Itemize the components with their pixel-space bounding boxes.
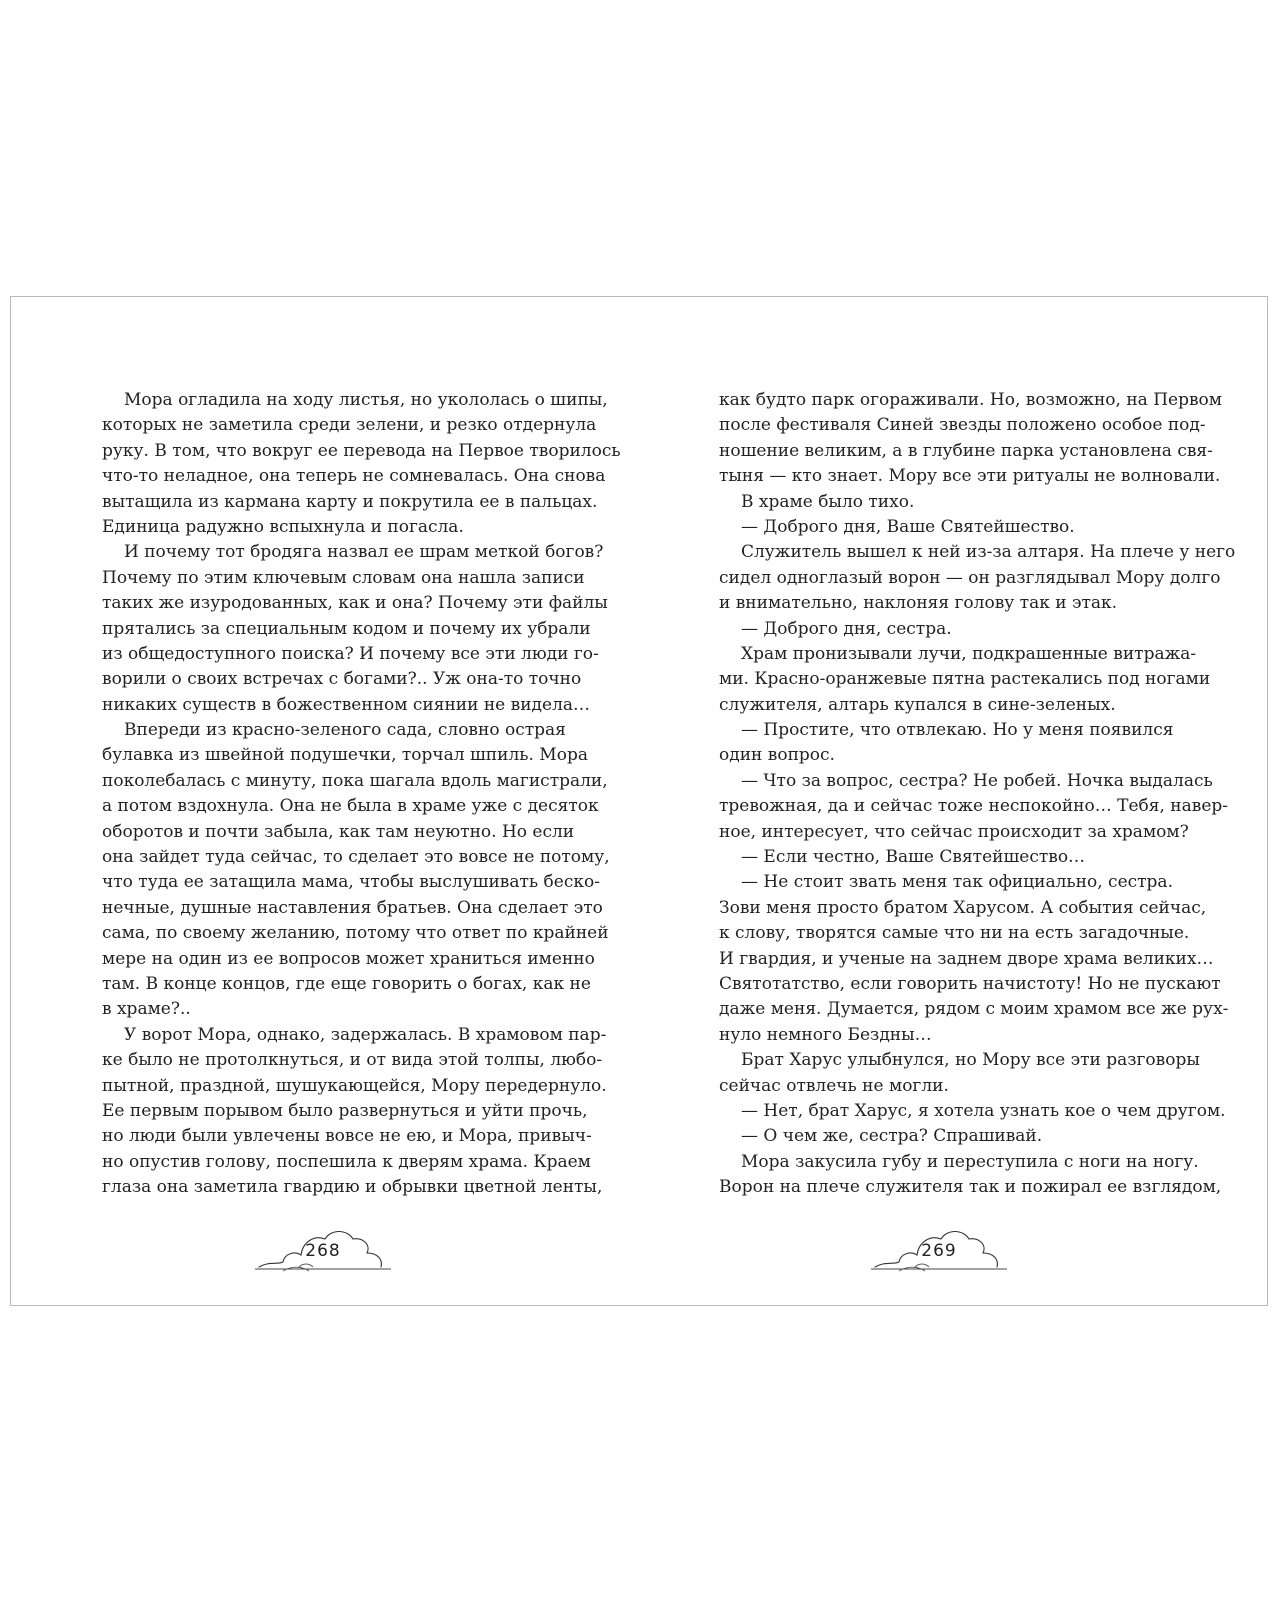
text-line: нечные, душные наставления братьев. Она сделает это xyxy=(102,897,603,918)
page-number: 268 xyxy=(305,1241,341,1261)
text-line: И почему тот бродяга назвал ее шрам меткой богов? xyxy=(124,542,604,563)
text-line: И гвардия, и ученые на заднем дворе храма великих… xyxy=(719,948,1214,969)
right-page xyxy=(719,388,1236,1201)
text-line: Зови меня просто братом Харусом. А события сейчас, xyxy=(719,897,1207,918)
right-page-folio xyxy=(869,1215,1009,1275)
text-line: пытной, праздной, шушукающейся, Мору передернуло. xyxy=(102,1075,607,1096)
text-line: ке было не протолкнуться, и от вида этой толпы, любо- xyxy=(102,1050,603,1071)
text-line: мере на один из ее вопросов может храниться именно xyxy=(102,948,595,969)
text-line: Храм пронизывали лучи, подкрашенные витража- xyxy=(741,643,1197,664)
text-line: Служитель вышел к ней из-за алтаря. На плече у него xyxy=(741,542,1236,563)
text-line: вытащила из кармана карту и покрутила ее в пальцах. xyxy=(102,491,598,512)
text-line: сидел одноглазый ворон — он разглядывал Мору долго xyxy=(719,567,1221,588)
text-line: Почему по этим ключевым словам она нашла записи xyxy=(102,567,585,588)
text-line: руку. В том, что вокруг ее перевода на Первое творилось xyxy=(102,440,621,461)
text-line: В храме было тихо. xyxy=(741,491,915,512)
text-line: ношение великим, а в глубине парка установлена свя- xyxy=(719,440,1213,461)
text-line: нуло немного Бездны… xyxy=(719,1024,932,1045)
left-page-text xyxy=(102,388,621,1201)
text-line: которых не заметила среди зелени, и резко отдернула xyxy=(102,415,597,436)
text-line: что-то неладное, она теперь не сомневалась. Она снова xyxy=(102,466,606,487)
text-line: ми. Красно-оранжевые пятна растекались под ногами xyxy=(719,669,1211,690)
text-line: тыня — кто знает. Мору все эти ритуалы не волновали. xyxy=(719,466,1221,487)
page-number: 269 xyxy=(921,1241,957,1261)
text-line: сейчас отвлечь не могли. xyxy=(719,1075,949,1096)
text-line: она зайдет туда сейчас, то сделает это вовсе не потому, xyxy=(102,847,610,868)
text-line: даже меня. Думается, рядом с моим храмом все же рух- xyxy=(719,999,1229,1020)
text-line: как будто парк огораживали. Но, возможно, на Первом xyxy=(719,390,1223,410)
text-line: один вопрос. xyxy=(719,745,835,766)
text-line: У ворот Мора, однако, задержалась. В храмовом пар- xyxy=(124,1024,607,1045)
right-page-text xyxy=(719,388,1236,1201)
text-line: к слову, творятся самые что ни на есть загадочные. xyxy=(719,923,1190,944)
text-line: сама, по своему желанию, потому что ответ по крайней xyxy=(102,923,609,944)
text-line: Мора закусила губу и переступила с ноги на ногу. xyxy=(741,1151,1199,1172)
text-line: поколебалась с минуту, пока шагала вдоль магистрали, xyxy=(102,770,608,791)
text-line: никаких существ в божественном сиянии не видела… xyxy=(102,694,591,715)
text-line: там. В конце концов, где еще говорить о богах, как не xyxy=(102,973,591,994)
text-line: — О чем же, сестра? Спрашивай. xyxy=(741,1126,1043,1147)
text-line: Мора огладила на ходу листья, но укололась о шипы, xyxy=(124,390,608,410)
text-line: ворили о своих встречах с богами?.. Уж она-то точно xyxy=(102,669,582,690)
text-line: — Простите, что отвлекаю. Но у меня появился xyxy=(741,720,1174,741)
text-line: Святотатство, если говорить начистоту! Но не пускают xyxy=(719,973,1221,994)
text-line: прятались за специальным кодом и почему их убрали xyxy=(102,618,591,639)
text-line: оборотов и почти забыла, как там неуютно. Но если xyxy=(102,821,575,842)
text-line: ное, интересует, что сейчас происходит за храмом? xyxy=(719,821,1189,842)
text-line: — Нет, брат Харус, я хотела узнать кое о чем другом. xyxy=(741,1100,1226,1121)
text-line: — Доброго дня, Ваше Святейшество. xyxy=(741,516,1075,537)
text-line: — Доброго дня, сестра. xyxy=(741,618,952,639)
text-line: Ее первым порывом было развернуться и уйти прочь, xyxy=(102,1100,588,1121)
text-line: что туда ее затащила мама, чтобы выслушивать беско- xyxy=(102,872,600,893)
text-line: тревожная, да и сейчас тоже неспокойно… Тебя, навер- xyxy=(719,796,1229,817)
text-line: из общедоступного поиска? И почему все эти люди го- xyxy=(102,643,599,664)
text-line: — Не стоит звать меня так официально, сестра. xyxy=(741,872,1173,893)
text-line: после фестиваля Синей звезды положено особое под- xyxy=(719,415,1206,436)
text-line: булавка из швейной подушечки, торчал шпиль. Мора xyxy=(102,745,588,766)
text-line: глаза она заметила гвардию и обрывки цветной ленты, xyxy=(102,1177,603,1198)
text-line: а потом вздохнула. Она не была в храме уже с десяток xyxy=(102,796,599,817)
text-line: но опустив голову, поспешила к дверям храма. Краем xyxy=(102,1151,591,1172)
text-line: Единица радужно вспыхнула и погасла. xyxy=(102,516,464,537)
text-line: таких же изуродованных, как и она? Почему эти файлы xyxy=(102,593,608,614)
text-line: но люди были увлечены вовсе не ею, и Мора, привыч- xyxy=(102,1126,592,1147)
text-line: Впереди из красно-зеленого сада, словно острая xyxy=(124,720,566,741)
text-line: Брат Харус улыбнулся, но Мору все эти разговоры xyxy=(741,1050,1200,1071)
left-page-folio xyxy=(253,1215,393,1275)
text-line: Ворон на плече служителя так и пожирал ее взглядом, xyxy=(719,1177,1222,1198)
text-line: — Что за вопрос, сестра? Не робей. Ночка выдалась xyxy=(741,770,1213,791)
book-spread xyxy=(10,296,1268,1306)
left-page xyxy=(102,388,621,1201)
text-line: служителя, алтарь купался в сине-зеленых. xyxy=(719,694,1116,715)
text-line: в храме?.. xyxy=(102,999,191,1020)
text-line: — Если честно, Ваше Святейшество… xyxy=(741,847,1086,868)
text-line: и внимательно, наклоняя голову так и этак. xyxy=(719,593,1118,614)
